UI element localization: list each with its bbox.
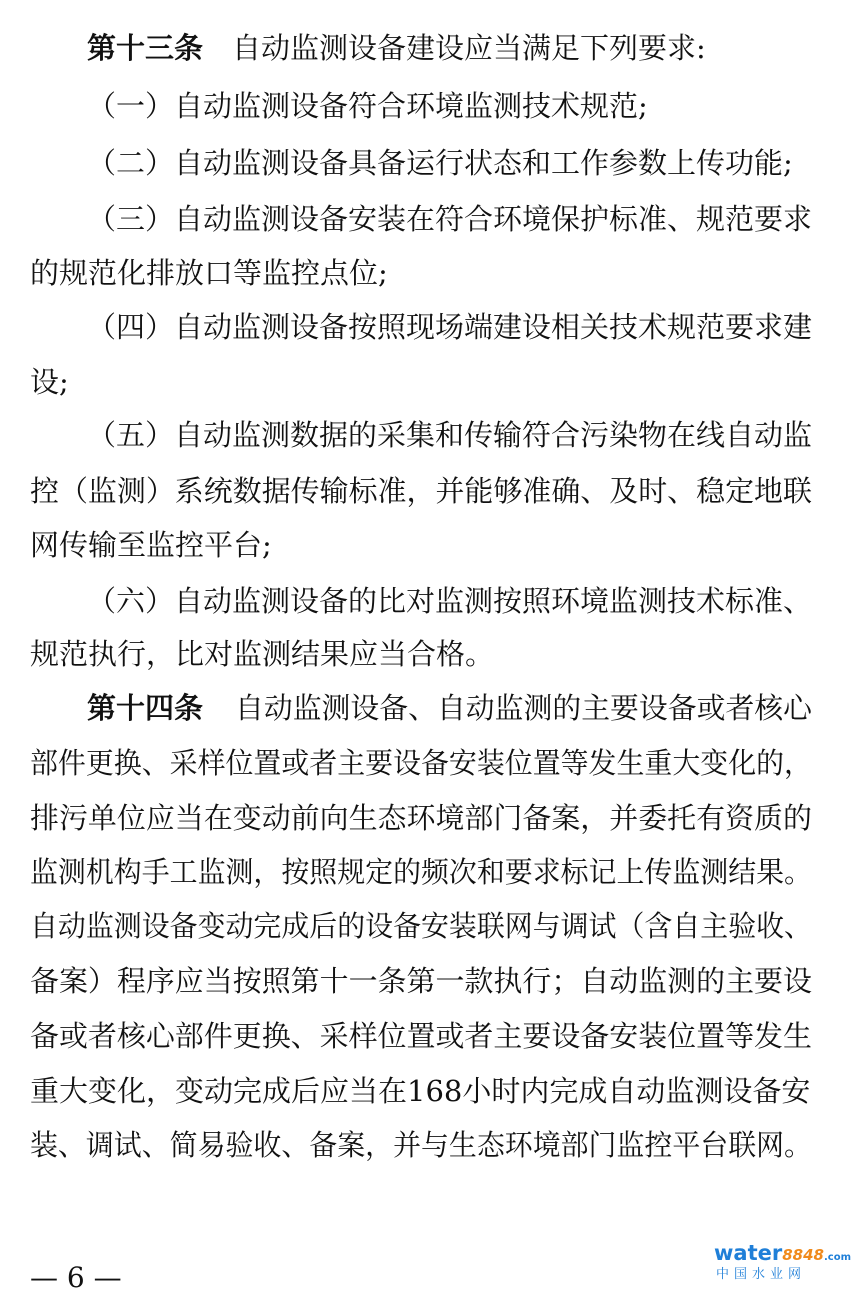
- article-14-label: 第十四条: [87, 691, 204, 725]
- article-13-intro: 自动监测设备建设应当满足下列要求:: [232, 31, 706, 65]
- paragraph-line: [0, 581, 842, 621]
- paragraph-line: [0, 852, 842, 892]
- article-14-line-5: 自动监测设备变动完成后的设备安装联网与调试（含自主验收、: [30, 909, 812, 943]
- article-13-heading-line: [0, 28, 842, 68]
- item-5-continuation-2: 网传输至监控平台;: [30, 528, 272, 562]
- paragraph-line: [0, 525, 842, 565]
- logo-suffix: .com: [823, 1252, 851, 1263]
- item-1-text: （一）自动监测设备符合环境监测技术规范;: [87, 89, 648, 123]
- paragraph-line: [0, 1071, 842, 1111]
- page-number: — 6 —: [30, 1261, 122, 1294]
- logo-brand: water: [714, 1241, 783, 1265]
- paragraph-line: [0, 307, 842, 347]
- article-14-line-4: 监测机构手工监测，按照规定的频次和要求标记上传监测结果。: [30, 855, 812, 889]
- article-14-line-9: 装、调试、简易验收、备案，并与生态环境部门监控平台联网。: [30, 1128, 812, 1162]
- logo-number: 8848: [782, 1246, 824, 1264]
- paragraph-line: [0, 743, 842, 783]
- paragraph-line: [0, 798, 842, 838]
- item-3-text: （三）自动监测设备安装在符合环境保护标准、规范要求: [87, 202, 812, 236]
- water8848-logo: [714, 1241, 851, 1288]
- paragraph-line: [0, 199, 842, 239]
- article-14-line-8: 重大变化，变动完成后应当在168小时内完成自动监测设备安: [30, 1074, 811, 1108]
- paragraph-line: [0, 86, 842, 126]
- item-3-continuation: 的规范化排放口等监控点位;: [30, 256, 388, 290]
- paragraph-line: [0, 1125, 842, 1165]
- article-14-text: 自动监测设备、自动监测的主要设备或者核心: [235, 691, 812, 725]
- item-2-text: （二）自动监测设备具备运行状态和工作参数上传功能;: [87, 146, 793, 180]
- paragraph-line: [0, 1016, 842, 1056]
- article-14-heading-line: [0, 688, 842, 728]
- item-5-text: （五）自动监测数据的采集和传输符合污染物在线自动监: [87, 418, 812, 452]
- article-13-label: 第十三条: [87, 31, 204, 65]
- article-14-line-6: 备案）程序应当按照第十一条第一款执行；自动监测的主要设: [30, 964, 812, 998]
- logo-site-name: 中国水业网: [716, 1267, 807, 1282]
- paragraph-line: [0, 143, 842, 183]
- paragraph-line: [0, 634, 842, 674]
- item-6-text: （六）自动监测设备的比对监测按照环境监测技术标准、: [87, 584, 812, 618]
- article-14-line-2: 部件更换、采样位置或者主要设备安装位置等发生重大变化的，: [30, 746, 812, 780]
- logo-wordmark: [714, 1242, 851, 1269]
- paragraph-line: [0, 961, 842, 1001]
- paragraph-line: [0, 906, 842, 946]
- paragraph-line: [0, 253, 842, 293]
- paragraph-line: [0, 471, 842, 511]
- item-5-continuation-1: 控（监测）系统数据传输标准，并能够准确、及时、稳定地联: [30, 474, 812, 508]
- item-4-continuation: 设;: [30, 365, 69, 399]
- article-14-line-7: 备或者核心部件更换、采样位置或者主要设备安装位置等发生: [30, 1019, 812, 1053]
- item-6-continuation: 规范执行，比对监测结果应当合格。: [30, 637, 495, 671]
- paragraph-line: [0, 415, 842, 455]
- item-4-text: （四）自动监测设备按照现场端建设相关技术规范要求建: [87, 310, 812, 344]
- article-14-line-3: 排污单位应当在变动前向生态环境部门备案，并委托有资质的: [30, 801, 812, 835]
- paragraph-line: [0, 362, 842, 402]
